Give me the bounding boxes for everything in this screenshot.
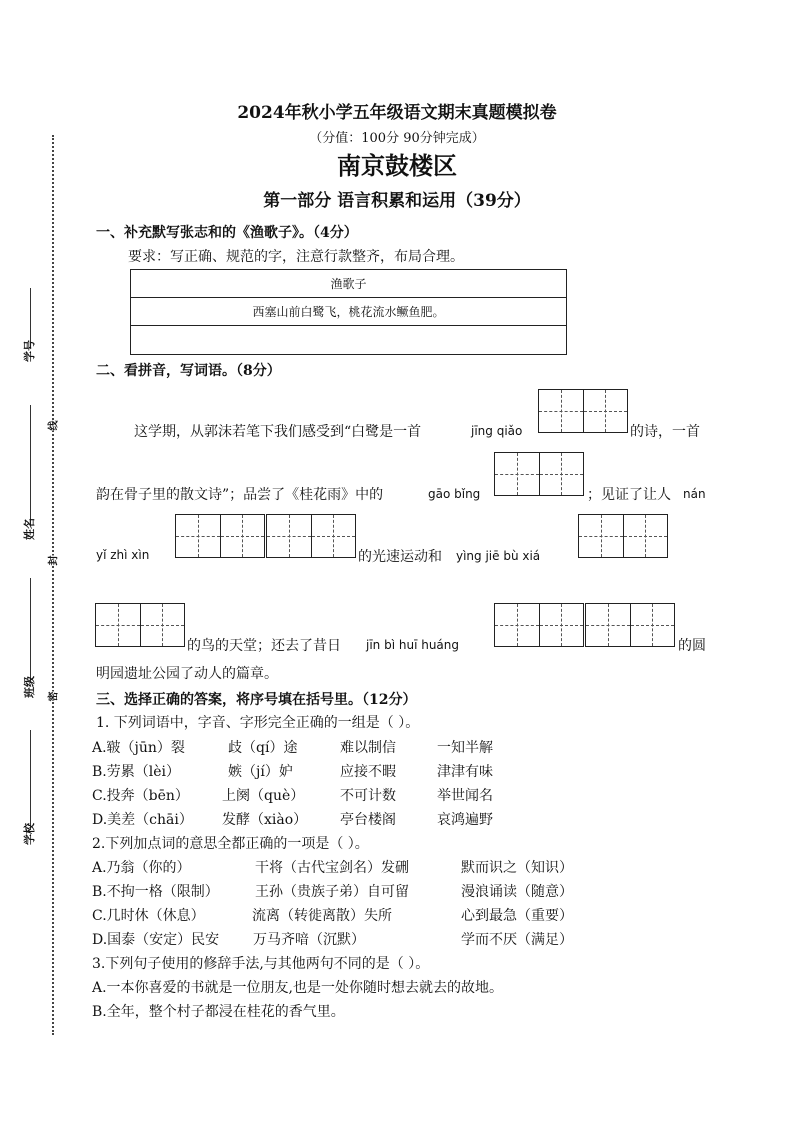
q2-d-3: 学而不厌（满足） bbox=[461, 932, 573, 948]
s2-line1-text-a: 这学期，从郭沫若笔下我们感受到“白鹭是一首 bbox=[134, 424, 422, 440]
section2-heading: 二、看拼音，写词语。（8分） bbox=[96, 363, 281, 379]
student-id-line bbox=[30, 288, 31, 348]
pinyin-jing-qiao: jīng qiǎo bbox=[471, 424, 523, 438]
q1-c-2: 上阕（què） bbox=[222, 788, 305, 804]
s2-line5-text: 明园遗址公园了动人的篇章。 bbox=[96, 666, 278, 682]
q2-stem: 2.下列加点词的意思全都正确的一项是（ ）。 bbox=[92, 836, 369, 852]
binding-mark-secret: 密 bbox=[45, 692, 60, 702]
name-label: 姓名 bbox=[23, 518, 36, 540]
answer-grid-nan-yi-part2[interactable] bbox=[266, 514, 356, 558]
answer-grid-ying-jie-part1[interactable] bbox=[578, 514, 668, 558]
section3-heading: 三、选择正确的答案，将序号填在括号里。（12分） bbox=[96, 692, 417, 708]
q2-d-1: D.国泰（安定）民安 bbox=[92, 932, 220, 948]
s2-line4-text-a: 的鸟的天堂；还去了昔日 bbox=[187, 638, 341, 654]
q1-a-3: 难以制信 bbox=[340, 740, 396, 756]
exam-subtitle: （分值：100分 90分钟完成） bbox=[309, 131, 485, 146]
q1-c-4: 举世闻名 bbox=[437, 788, 493, 804]
q1-b-3: 应接不暇 bbox=[340, 764, 396, 780]
q2-b-1: B.不拘一格（限制） bbox=[92, 884, 219, 900]
q1-stem: 1. 下列词语中，字音、字形完全正确的一组是（ ）。 bbox=[96, 715, 420, 731]
answer-grid-jin-bi-part1[interactable] bbox=[494, 603, 584, 647]
s2-line2-text-a: 韵在骨子里的散文诗”；品尝了《桂花雨》中的 bbox=[96, 487, 384, 503]
q2-c-2: 流离（转徙离散）失所 bbox=[252, 908, 392, 924]
class-label: 班级 bbox=[23, 676, 36, 698]
name-line bbox=[30, 405, 31, 525]
q1-c-3: 不可计数 bbox=[340, 788, 396, 804]
binding-mark-seal: 封 bbox=[45, 556, 60, 566]
pinyin-nan-start: nán bbox=[683, 487, 706, 501]
q1-a-1: A.皲（jūn）裂 bbox=[92, 740, 185, 756]
q1-d-3: 亭台楼阁 bbox=[340, 812, 396, 828]
school-line bbox=[30, 730, 31, 830]
q2-a-3: 默而识之（知识） bbox=[461, 860, 573, 876]
q2-d-2: 万马齐喑（沉默） bbox=[253, 932, 365, 948]
pinyin-yi-zhi-xin: yǐ zhì xìn bbox=[96, 548, 150, 562]
binding-mark-line: 线 bbox=[45, 421, 60, 431]
s2-line4-text-b: 的圆 bbox=[678, 638, 706, 654]
pinyin-jin-bi-hui-huang: jīn bì huī huáng bbox=[366, 638, 459, 652]
class-line bbox=[30, 578, 31, 683]
answer-grid-ying-jie-part2[interactable] bbox=[95, 603, 185, 647]
answer-grid-gao-bing[interactable] bbox=[494, 452, 584, 496]
district-title: 南京鼓楼区 bbox=[337, 151, 457, 180]
q2-b-3: 漫浪诵读（随意） bbox=[461, 884, 573, 900]
exam-title: 2024年秋小学五年级语文期末真题模拟卷 bbox=[237, 103, 557, 123]
answer-grid-nan-yi-part1[interactable] bbox=[175, 514, 265, 558]
answer-grid-jin-bi-part2[interactable] bbox=[585, 603, 675, 647]
s2-line3-text-b: 的光速运动和 bbox=[358, 549, 442, 565]
q2-b-2: 王孙（贵族子弟）自可留 bbox=[255, 884, 409, 900]
poem-answer-row[interactable] bbox=[131, 326, 566, 354]
section1-heading: 一、补充默写张志和的《渔歌子》。（4分） bbox=[96, 225, 358, 241]
answer-grid-jing-qiao[interactable] bbox=[538, 389, 628, 433]
part-title: 第一部分 语言积累和运用（39分） bbox=[263, 191, 531, 211]
s2-line2-text-b: ；见证了让人 bbox=[587, 487, 671, 503]
q3-stem: 3.下列句子使用的修辞手法,与其他两句不同的是（ ）。 bbox=[92, 956, 430, 972]
s2-line1-text-b: 的诗，一首 bbox=[630, 424, 700, 440]
poem-table bbox=[130, 269, 567, 355]
q1-d-1: D.美差（chāi） bbox=[92, 812, 193, 828]
q1-b-4: 津津有味 bbox=[437, 764, 493, 780]
pinyin-ying-jie-bu-xia: yìng jiē bù xiá bbox=[456, 549, 541, 563]
student-id-label: 学号 bbox=[23, 340, 36, 362]
q1-d-4: 哀鸿遍野 bbox=[437, 812, 493, 828]
q1-b-1: B.劳累（lèi） bbox=[92, 764, 180, 780]
q2-a-1: A.乃翁（你的） bbox=[92, 860, 191, 876]
q1-c-1: C.投奔（bēn） bbox=[92, 788, 189, 804]
q3-option-b: B.全年，整个村子都浸在桂花的香气里。 bbox=[92, 1004, 345, 1020]
section1-requirement: 要求：写正确、规范的字，注意行款整齐，布局合理。 bbox=[128, 249, 464, 265]
q1-b-2: 嫉（jí）妒 bbox=[228, 764, 293, 780]
q1-a-4: 一知半解 bbox=[437, 740, 493, 756]
binding-dotted-line bbox=[52, 135, 54, 1035]
q2-a-2: 干将（古代宝剑名）发硎 bbox=[255, 860, 409, 876]
poem-line-row: 西塞山前白鹭飞，桃花流水鳜鱼肥。 bbox=[131, 298, 566, 326]
q1-a-2: 歧（qí）途 bbox=[228, 740, 298, 756]
poem-title-row: 渔歌子 bbox=[131, 270, 566, 298]
q2-c-3: 心到最急（重要） bbox=[461, 908, 573, 924]
q2-c-1: C.几时休（休息） bbox=[92, 908, 205, 924]
q1-d-2: 发酵（xiào） bbox=[222, 812, 308, 828]
pinyin-gao-bing: gāo bǐng bbox=[428, 487, 481, 501]
q3-option-a: A.一本你喜爱的书就是一位朋友,也是一处你随时想去就去的故地。 bbox=[92, 980, 504, 996]
school-label: 学校 bbox=[23, 823, 36, 845]
